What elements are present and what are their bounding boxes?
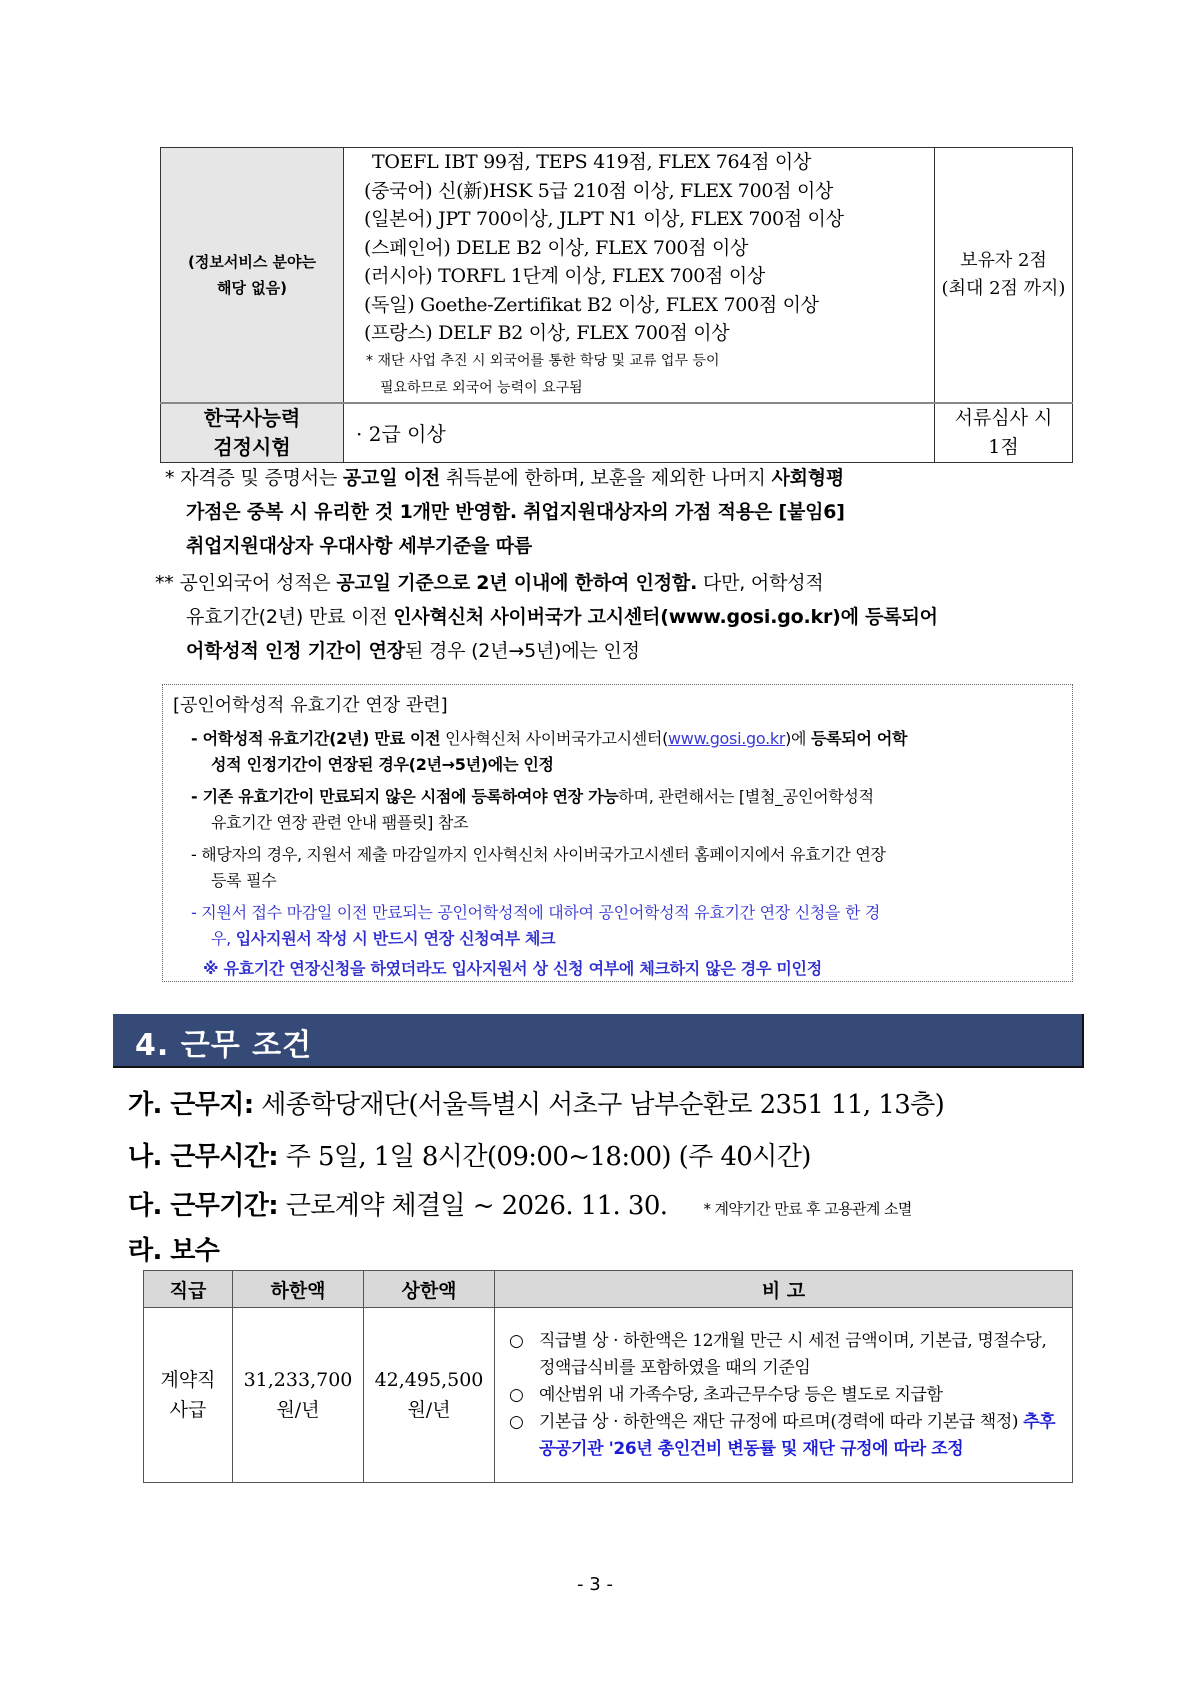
salary-row xyxy=(144,1308,1073,1483)
language-requirements xyxy=(344,148,935,403)
section-header xyxy=(113,1014,1084,1068)
lang-line-japanese: (일본어) JPT 700이상, JLPT N1 이상, FLEX 700점 이상 xyxy=(364,208,844,230)
note-language-score-line1: ** 공인외국어 성적은 공고일 기준으로 2년 이내에 한하여 인정함. 다만, 어학성적 xyxy=(155,572,824,594)
language-note-cont: 필요하므로 외국어 능력이 요구됨 xyxy=(380,379,583,396)
korean-history-label: 한국사능력 검정시험 xyxy=(161,403,344,463)
extension-bullet-1: - 어학성적 유효기간(2년) 만료 이전 인사혁신처 사이버국가고시센터(www.gosi.go.kr)에 등록되어 어학 xyxy=(191,729,908,748)
page-number: - 3 - xyxy=(577,1574,613,1595)
remark-item: ○ 직급별 상 · 하한액은 12개월 만근 시 세전 금액이며, 기본급, 명절수당, 정액급식비를 포함하였을 때의 기준임 xyxy=(509,1330,1047,1378)
language-points: 보유자 2점 (최대 2점 까지) xyxy=(935,148,1073,403)
note-certificates-line3: 취업지원대상자 우대사항 세부기준을 따름 xyxy=(186,535,533,557)
extension-info-box: [공인어학성적 유효기간 연장 관련] - 어학성적 유효기간(2년) 만료 이전 인사혁신처 사이버국가고시센터(www.gosi.go.kr)에 등록되어 어학 성적 인정기간이 연장된 경우(2년→5년)에는 인정 - 기존 유효기간이 만료되지 않은 시점에 등록하여야 연장 가능하며, 관련해서는 [별첨_공인어학성적 유효기간 연장 관련 안내 팸플릿] 참조 - 해당자의 경우, 지원서 제출 마감일까지 인사혁신처 사이버국가고시센터 홈페이지에서 유효기간 연장 등록 필수 - 지원서 접수 마감일 이전 만료되는 공인어학성적에 대하여 공인어학성적 유효기간 연장 신청을 한 경 우, 입사지원서 작성 시 반드시 연장 신청여부 체크 ※ 유효기간 연장신청을 하였더라도 입사지원서 상 신청 여부에 체크하지 않은 경우 미인정 xyxy=(162,684,1073,982)
section-title: 4. 근무 조건 xyxy=(135,1028,313,1063)
qualification-table xyxy=(160,147,1073,463)
salary-min: 31,233,700 원/년 xyxy=(233,1308,364,1483)
gosi-link[interactable]: www.gosi.go.kr xyxy=(668,729,786,748)
contract-expiry-note: * 계약기간 만료 후 고용관계 소멸 xyxy=(703,1200,912,1218)
note-certificates-line2: 가점은 중복 시 유리한 것 1개만 반영함. 취업지원대상자의 가점 적용은 [붙임6] xyxy=(186,501,845,523)
condition-pay: 라. 보수 xyxy=(128,1236,220,1266)
remark-item: ○ 예산범위 내 가족수당, 초과근무수당 등은 별도로 지급함 xyxy=(509,1384,943,1405)
note-language-score-line2: 유효기간(2년) 만료 이전 인사혁신처 사이버국가 고시센터(www.gosi.go.kr)에 등록되어 xyxy=(186,606,938,628)
condition-workplace: 가. 근무지: 세종학당재단(서울특별시 서초구 남부순환로 2351 11, 13층) xyxy=(128,1090,945,1120)
condition-period: 다. 근무기간: 근로계약 체결일 ~ 2026. 11. 30. * 계약기간 만료 후 고용관계 소멸 xyxy=(128,1191,912,1221)
remark-highlight: 추후 공공기관 '26년 총인건비 변동률 및 재단 규정에 따라 조정 xyxy=(539,1411,1056,1459)
extension-warning: ※ 유효기간 연장신청을 하였더라도 입사지원서 상 신청 여부에 체크하지 않은 경우 미인정 xyxy=(203,959,822,978)
korean-history-points: 서류심사 시 1점 xyxy=(935,403,1073,463)
extension-box-title: [공인어학성적 유효기간 연장 관련] xyxy=(173,695,448,716)
lang-line-russian: (러시아) TORFL 1단계 이상, FLEX 700점 이상 xyxy=(364,265,765,287)
salary-header-row: 직급 하한액 상한액 비 고 xyxy=(144,1271,1073,1308)
lang-line-spanish: (스페인어) DELE B2 이상, FLEX 700점 이상 xyxy=(364,236,749,259)
salary-grade: 계약직 사급 xyxy=(144,1308,233,1483)
korean-history-row xyxy=(161,403,1073,463)
salary-remarks xyxy=(495,1308,1073,1483)
lang-line-english: TOEFL IBT 99점, TEPS 419점, FLEX 764점 이상 xyxy=(372,151,812,173)
lang-line-chinese: (중국어) 신(新)HSK 5급 210점 이상, FLEX 700점 이상 xyxy=(364,179,834,202)
lang-line-french: (프랑스) DELF B2 이상, FLEX 700점 이상 xyxy=(364,322,730,344)
extension-bullet-2: - 기존 유효기간이 만료되지 않은 시점에 등록하여야 연장 가능하며, 관련해서는 [별첨_공인어학성적 xyxy=(191,787,874,806)
language-note: * 재단 사업 추진 시 외국어를 통한 학당 및 교류 업무 등이 xyxy=(366,352,720,369)
note-certificates-line1: * 자격증 및 증명서는 공고일 이전 취득분에 한하며, 보훈을 제외한 나머지 사회형평 xyxy=(165,467,845,489)
salary-table xyxy=(143,1270,1073,1483)
extension-bullet-3: - 해당자의 경우, 지원서 제출 마감일까지 인사혁신처 사이버국가고시센터 홈페이지에서 유효기간 연장 xyxy=(191,845,886,864)
lang-line-german: (독일) Goethe-Zertifikat B2 이상, FLEX 700점 이상 xyxy=(364,293,819,316)
language-row xyxy=(161,148,1073,403)
salary-max: 42,495,500 원/년 xyxy=(364,1308,495,1483)
extension-bullet-4: - 지원서 접수 마감일 이전 만료되는 공인어학성적에 대하여 공인어학성적 유효기간 연장 신청을 한 경 xyxy=(191,903,881,922)
language-row-label: (정보서비스 분야는 해당 없음) xyxy=(161,148,344,403)
note-language-score-line3: 어학성적 인정 기간이 연장된 경우 (2년→5년)에는 인정 xyxy=(186,640,640,662)
remark-item: ○ 기본급 상 · 하한액은 재단 규정에 따르며(경력에 따라 기본급 책정) 추후 공공기관 '26년 총인건비 변동률 및 재단 규정에 따라 조정 xyxy=(509,1411,1056,1459)
korean-history-requirement: · 2급 이상 xyxy=(344,403,935,463)
condition-hours: 나. 근무시간: 주 5일, 1일 8시간(09:00~18:00) (주 40시간) xyxy=(128,1142,811,1172)
